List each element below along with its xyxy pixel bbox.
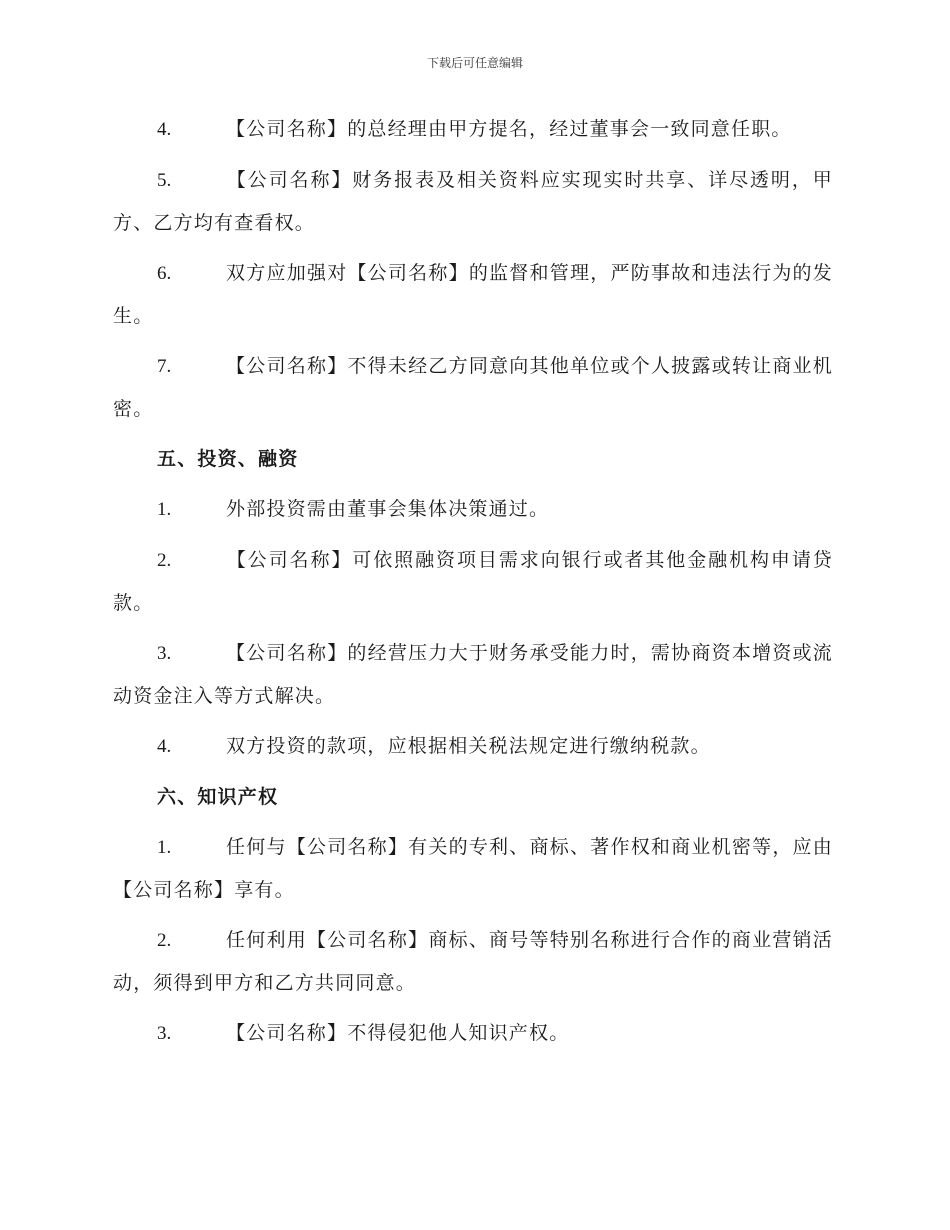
clause-item <box>113 826 833 911</box>
clause-number: 4. <box>157 736 172 757</box>
clause-text: 【公司名称】可依照融资项目需求向银行或者其他金融机构申请贷款。 <box>113 549 833 614</box>
clause-text: 任何与【公司名称】有关的专利、商标、著作权和商业机密等，应由【公司名称】享有。 <box>113 836 833 901</box>
clause-number: 2. <box>157 550 172 571</box>
clause-text: 【公司名称】不得侵犯他人知识产权。 <box>226 1022 570 1044</box>
clause-text: 双方投资的款项，应根据相关税法规定进行缴纳税款。 <box>226 735 711 757</box>
clause-text: 【公司名称】财务报表及相关资料应实现实时共享、详尽透明，甲方、乙方均有查看权。 <box>113 169 833 234</box>
section-heading: 五、投资、融资 <box>157 448 299 470</box>
clause-item <box>113 159 833 244</box>
clause-number: 3. <box>157 1023 172 1044</box>
clause-text: 外部投资需由董事会集体决策通过。 <box>226 498 550 520</box>
clause-text: 任何利用【公司名称】商标、商号等特别名称进行合作的商业营销活动，须得到甲方和乙方共同同意。 <box>113 929 833 994</box>
document-body <box>113 108 833 1063</box>
clause-text: 【公司名称】的总经理由甲方提名，经过董事会一致同意任职。 <box>226 118 792 140</box>
page-header: 下载后可任意编辑 <box>426 56 523 70</box>
section-heading: 六、知识产权 <box>157 786 279 808</box>
clause-number: 3. <box>157 643 172 664</box>
clause-item <box>113 252 833 337</box>
clause-item <box>113 725 833 768</box>
clause-number: 2. <box>157 930 172 951</box>
clause-number: 1. <box>157 837 172 858</box>
clause-item <box>113 345 833 430</box>
clause-number: 7. <box>157 356 172 377</box>
clause-number: 1. <box>157 499 172 520</box>
clause-item <box>113 488 833 531</box>
clause-text: 双方应加强对【公司名称】的监督和管理，严防事故和违法行为的发生。 <box>113 262 833 327</box>
clause-number: 5. <box>157 170 172 191</box>
clause-item <box>113 1012 833 1055</box>
clause-item <box>113 632 833 717</box>
clause-number: 4. <box>157 119 172 140</box>
clause-item <box>113 108 833 151</box>
clause-item <box>113 919 833 1004</box>
clause-item <box>113 539 833 624</box>
clause-number: 6. <box>157 263 172 284</box>
clause-text: 【公司名称】的经营压力大于财务承受能力时，需协商资本增资或流动资金注入等方式解决。 <box>113 642 833 707</box>
clause-text: 【公司名称】不得未经乙方同意向其他单位或个人披露或转让商业机密。 <box>113 355 833 420</box>
